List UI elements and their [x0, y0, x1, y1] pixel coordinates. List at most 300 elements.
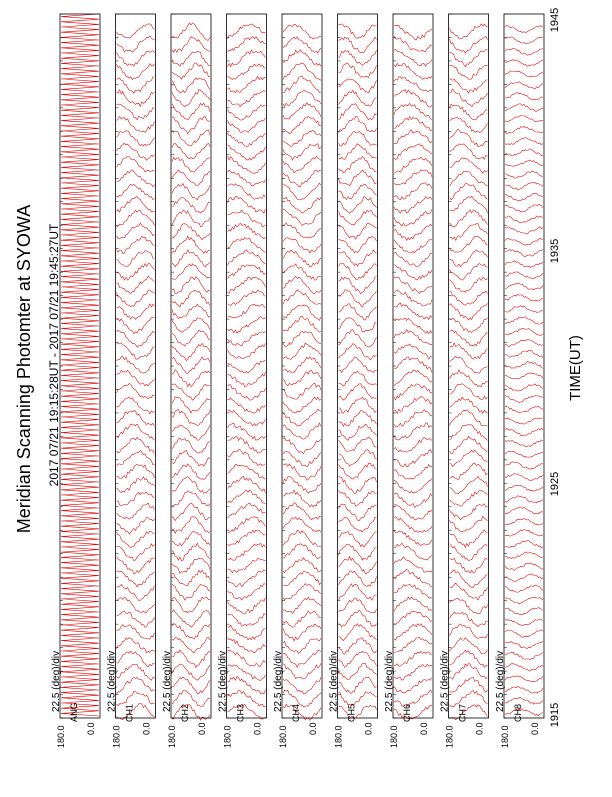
- ch7-trace: [450, 450, 488, 467]
- ch4-trace: [283, 464, 321, 481]
- ch7-trace: [450, 612, 488, 627]
- ch2-trace: [172, 464, 210, 480]
- ch4-trace: [283, 305, 321, 320]
- ch3-trace: [228, 343, 266, 358]
- ch6-trace: [394, 90, 432, 107]
- ch1-trace: [117, 691, 155, 706]
- ch2-trace: [172, 277, 210, 294]
- ch4-trace: [283, 170, 321, 187]
- ch7-trace: [450, 264, 488, 281]
- ch1-trace: [117, 104, 155, 120]
- ch3-trace: [228, 118, 266, 133]
- ch6-trace: [394, 303, 432, 319]
- ch3-trace: [228, 91, 266, 107]
- ch5-trace: [339, 50, 377, 65]
- ch3-trace: [228, 465, 266, 480]
- ch6-trace: [394, 504, 432, 520]
- ch1-ytick-top: 180.0: [111, 725, 122, 748]
- ch2-trace: [172, 650, 210, 667]
- ch4-frame: [282, 14, 322, 718]
- ch7-trace: [450, 158, 488, 173]
- ch4-trace: [283, 91, 321, 107]
- ch2-trace: [172, 343, 210, 360]
- ch8-trace: [505, 171, 543, 178]
- ch2-trace: [172, 543, 210, 560]
- ch3-trace: [228, 677, 266, 694]
- ch6-trace: [394, 384, 432, 400]
- ch3-trace: [228, 372, 266, 387]
- ch4-ytick-top: 180.0: [278, 725, 288, 748]
- ch7-trace: [450, 250, 488, 267]
- ch1-trace: [117, 370, 155, 386]
- ch1-trace: [117, 64, 155, 80]
- ch7-trace: [450, 117, 488, 132]
- ch1-trace: [117, 77, 155, 94]
- ch8-trace: [505, 664, 543, 671]
- ch3-trace: [228, 184, 266, 200]
- ch2-trace: [172, 664, 210, 680]
- ch7-trace: [450, 516, 488, 531]
- ch3-trace: [228, 570, 266, 587]
- ch3-trace: [228, 170, 266, 186]
- ch2-trace: [172, 410, 210, 426]
- ch8-trace: [505, 149, 543, 156]
- ch4-trace: [283, 624, 321, 641]
- ch8-trace: [505, 697, 543, 704]
- ang-trace: [61, 14, 99, 716]
- ch2-trace: [172, 450, 210, 466]
- ch3-trace: [228, 223, 266, 238]
- ch3-trace: [228, 559, 266, 573]
- ch3-trace: [228, 490, 266, 503]
- ch6-trace: [394, 329, 432, 344]
- ch1-trace: [117, 251, 155, 267]
- ch6-trace: [394, 239, 432, 253]
- ch6-trace: [394, 584, 432, 598]
- ch1-ytick-bottom: 0.0: [141, 722, 152, 735]
- ch6-trace: [394, 677, 432, 693]
- ch8-trace: [505, 496, 543, 503]
- ch2-trace: [172, 584, 210, 600]
- ch7-trace: [450, 598, 488, 614]
- ch3-trace: [228, 544, 266, 561]
- ch8-trace: [505, 552, 543, 559]
- ch1-trace: [117, 531, 155, 547]
- ch4-trace: [283, 638, 321, 654]
- ch1-trace: [117, 625, 155, 640]
- ch4-trace: [283, 544, 321, 559]
- ch3-scale-label: 22.5 (deg)/div: [217, 650, 229, 712]
- ch5-trace: [339, 624, 377, 641]
- ch4-trace: [283, 530, 321, 547]
- ch8-trace: [505, 205, 543, 212]
- ch3-trace: [228, 146, 266, 161]
- ch6-trace: [394, 370, 432, 386]
- ch6-trace: [394, 517, 432, 533]
- ch8-trace: [505, 238, 543, 245]
- ch5-trace: [339, 184, 377, 199]
- ch6-trace: [394, 410, 432, 428]
- ch8-trace: [505, 227, 543, 234]
- ch8-trace: [505, 193, 543, 201]
- ch3-ytick-bottom: 0.0: [252, 722, 263, 735]
- ch2-trace: [172, 318, 210, 333]
- ch7-trace: [450, 278, 488, 293]
- ch8-trace: [505, 137, 543, 145]
- ch8-trace: [505, 249, 543, 256]
- ch7-trace: [450, 184, 488, 200]
- ch7-trace: [450, 50, 488, 67]
- ch6-trace: [394, 318, 432, 334]
- ch3-trace: [228, 331, 266, 346]
- ch1-trace: [117, 330, 155, 347]
- ch2-trace: [172, 397, 210, 413]
- ch8-trace: [505, 619, 543, 626]
- ch7-trace: [450, 583, 488, 600]
- ang-ytick-bottom: 0.0: [86, 722, 96, 735]
- ch3-trace: [228, 423, 266, 440]
- ch8-trace: [505, 328, 543, 335]
- ch6-trace: [394, 157, 432, 173]
- ch6-trace: [394, 224, 432, 240]
- ch4-trace: [283, 409, 321, 426]
- ch4-trace: [283, 571, 321, 585]
- ch5-trace: [339, 210, 377, 225]
- ch7-scale-label: 22.5 (deg)/div: [439, 650, 451, 712]
- ch3-trace: [228, 704, 266, 719]
- ch4-trace: [283, 651, 321, 668]
- ch3-trace: [228, 691, 266, 708]
- ch6-trace: [394, 25, 432, 40]
- ch8-trace: [505, 641, 543, 648]
- ch7-trace: [450, 677, 488, 692]
- ch8-frame: [504, 14, 544, 718]
- ch1-trace: [117, 651, 155, 667]
- ch4-trace: [283, 50, 321, 67]
- ch1-name-label: CH1: [124, 703, 135, 722]
- ch4-trace: [283, 677, 321, 694]
- ch2-trace: [172, 157, 210, 172]
- ch3-trace: [228, 650, 266, 667]
- ch3-trace: [228, 277, 266, 293]
- ch4-trace: [283, 343, 321, 359]
- ch5-trace: [339, 677, 377, 693]
- ch1-trace: [117, 117, 155, 133]
- ch4-trace: [283, 331, 321, 346]
- ch8-trace: [505, 60, 543, 67]
- ch4-scale-label: 22.5 (deg)/div: [273, 650, 284, 712]
- ch6-ytick-bottom: 0.0: [419, 722, 429, 735]
- ch8-trace: [505, 485, 543, 491]
- ch4-trace: [283, 316, 321, 332]
- ch4-trace: [283, 24, 321, 39]
- ch5-ytick-top: 180.0: [333, 725, 344, 748]
- ch8-trace: [505, 529, 543, 536]
- ch6-trace: [394, 450, 432, 467]
- ch7-trace: [450, 370, 488, 387]
- ch2-trace: [172, 597, 210, 613]
- ch8-trace: [505, 507, 543, 514]
- ch1-trace: [117, 424, 155, 440]
- ch8-trace: [505, 676, 543, 682]
- ch6-trace: [394, 651, 432, 666]
- ch6-frame: [393, 14, 433, 718]
- ch5-trace: [339, 263, 377, 279]
- ch8-trace: [505, 540, 543, 548]
- ch6-trace: [394, 664, 432, 680]
- ch5-trace: [339, 463, 377, 479]
- ch8-trace: [505, 48, 543, 55]
- ch3-trace: [228, 584, 266, 601]
- ch2-ytick-bottom: 0.0: [197, 722, 207, 735]
- ch2-trace: [172, 170, 210, 186]
- ch3-trace: [228, 265, 266, 279]
- ch4-trace: [283, 476, 321, 493]
- ch6-name-label: CH6: [402, 703, 412, 722]
- ch4-trace: [283, 37, 321, 53]
- ch5-trace: [339, 37, 377, 53]
- ch2-trace: [172, 330, 210, 346]
- ch2-trace: [172, 63, 210, 79]
- ch4-trace: [283, 276, 321, 294]
- ch5-trace: [339, 638, 377, 655]
- ch7-trace: [450, 144, 488, 160]
- ch5-trace: [339, 144, 377, 160]
- ch6-trace: [394, 570, 432, 587]
- ch7-trace: [450, 463, 488, 479]
- panel-ch8: [495, 14, 544, 748]
- ch1-trace: [117, 24, 155, 38]
- ch5-trace: [339, 318, 377, 332]
- ch7-trace: [450, 410, 488, 426]
- ch8-trace: [505, 126, 543, 133]
- ch3-frame: [227, 14, 267, 718]
- ch5-trace: [339, 304, 377, 320]
- ch1-trace: [117, 236, 155, 253]
- ch4-trace: [283, 250, 321, 267]
- ch8-trace: [505, 317, 543, 324]
- ch2-trace: [172, 517, 210, 534]
- ch4-trace: [283, 558, 321, 573]
- ch5-trace: [339, 663, 377, 679]
- ch7-trace: [450, 210, 488, 227]
- ch6-trace: [394, 611, 432, 624]
- ch1-trace: [117, 276, 155, 294]
- ch5-trace: [339, 236, 377, 253]
- ch3-ytick-top: 180.0: [222, 725, 233, 748]
- ch3-name-label: CH3: [235, 703, 246, 722]
- ch6-trace: [394, 265, 432, 280]
- ch8-trace: [505, 630, 543, 638]
- ch2-trace: [172, 503, 210, 520]
- ch7-ytick-bottom: 0.0: [474, 722, 485, 735]
- ch8-trace: [505, 160, 543, 166]
- ch6-trace: [394, 597, 432, 611]
- ch5-trace: [339, 371, 377, 386]
- ch7-trace: [450, 36, 488, 53]
- ch8-trace: [505, 563, 543, 571]
- x-tick-label-1915: 1915: [549, 702, 561, 728]
- ch7-trace: [450, 664, 488, 680]
- ch5-trace: [339, 610, 377, 627]
- ch4-ytick-bottom: 0.0: [308, 722, 318, 735]
- ch6-trace: [394, 531, 432, 546]
- ch2-trace: [172, 37, 210, 53]
- ch8-trace: [505, 26, 543, 33]
- ch5-trace: [339, 584, 377, 600]
- ch6-trace: [394, 423, 432, 440]
- ch2-scale-label: 22.5 (deg)/div: [162, 650, 173, 712]
- ch6-trace: [394, 77, 432, 92]
- ch4-trace: [283, 210, 321, 226]
- ch4-trace: [283, 438, 321, 454]
- ch8-trace: [505, 395, 543, 402]
- panels-group: [51, 14, 544, 748]
- ch1-trace: [117, 597, 155, 613]
- ch1-trace: [117, 585, 155, 601]
- ch8-name-label: CH8: [513, 703, 523, 722]
- ch7-trace: [450, 570, 488, 588]
- ch6-trace: [394, 397, 432, 414]
- ch8-trace: [505, 709, 543, 716]
- ang-name-label: ANG: [69, 702, 79, 722]
- panel-ch3: [218, 14, 267, 748]
- ch3-trace: [228, 133, 266, 146]
- x-tick-label-1945: 1945: [549, 7, 561, 33]
- ch5-trace: [339, 437, 377, 451]
- ch1-trace: [117, 51, 155, 67]
- ch7-ytick-top: 180.0: [444, 725, 455, 748]
- ch4-trace: [283, 370, 321, 385]
- ch5-trace: [339, 651, 377, 667]
- ch2-frame: [171, 14, 211, 718]
- ch7-trace: [450, 530, 488, 548]
- panel-ch2: [162, 14, 211, 748]
- ang-scale-label: 22.5 (deg)/div: [51, 650, 62, 712]
- ch2-trace: [172, 677, 210, 694]
- ch5-trace: [339, 24, 377, 38]
- ch6-trace: [394, 49, 432, 66]
- ang-ytick-top: 180.0: [56, 725, 66, 748]
- ch6-trace: [394, 637, 432, 652]
- ch3-trace: [228, 304, 266, 318]
- ch6-trace: [394, 277, 432, 294]
- x-tick-label-1925: 1925: [549, 471, 561, 497]
- ch7-trace: [450, 330, 488, 346]
- ch6-trace: [394, 144, 432, 160]
- ch8-scale-label: 22.5 (deg)/div: [495, 650, 506, 712]
- ch2-trace: [172, 198, 210, 214]
- ch7-trace: [450, 424, 488, 440]
- ch2-trace: [172, 51, 210, 66]
- ch4-trace: [283, 517, 321, 532]
- ch8-trace: [505, 597, 543, 604]
- ch5-trace: [339, 330, 377, 347]
- ch5-trace: [339, 476, 377, 493]
- panel-ch7: [440, 14, 489, 748]
- ch7-trace: [450, 130, 488, 147]
- ch2-trace: [172, 210, 210, 226]
- ch2-trace: [172, 304, 210, 319]
- ch2-trace: [172, 357, 210, 374]
- ch5-trace: [339, 424, 377, 440]
- ch3-trace: [228, 64, 266, 80]
- ch1-trace: [117, 170, 155, 187]
- ch7-trace: [450, 104, 488, 120]
- ch6-trace: [394, 130, 432, 144]
- ch2-trace: [172, 531, 210, 546]
- ch8-trace: [505, 350, 543, 357]
- ch1-trace: [117, 638, 155, 653]
- ch6-trace: [394, 557, 432, 573]
- ch2-trace: [172, 23, 210, 40]
- ch8-ytick-top: 180.0: [500, 725, 510, 748]
- ch5-name-label: CH5: [346, 703, 357, 722]
- ch1-trace: [117, 318, 155, 334]
- ch4-trace: [283, 397, 321, 413]
- ch2-trace: [172, 637, 210, 653]
- ch4-trace: [283, 663, 321, 679]
- ch1-trace: [117, 384, 155, 399]
- ch8-ytick-bottom: 0.0: [530, 722, 540, 735]
- ch2-trace: [172, 558, 210, 573]
- ch4-trace: [283, 238, 321, 253]
- ch2-name-label: CH2: [180, 703, 190, 722]
- ch3-trace: [228, 50, 266, 67]
- ch1-trace: [117, 477, 155, 493]
- ch6-trace: [394, 116, 432, 130]
- ch1-scale-label: 22.5 (deg)/div: [106, 650, 118, 712]
- ch2-trace: [172, 236, 210, 253]
- chart-subtitle: 2017 07/21 19:15:28UT - 2017 07/21 19:45:27UT: [47, 223, 61, 487]
- ch4-trace: [283, 357, 321, 373]
- ch2-ytick-top: 180.0: [167, 725, 177, 748]
- ch8-trace: [505, 306, 543, 313]
- ch8-trace: [505, 283, 543, 290]
- ch7-trace: [450, 690, 488, 706]
- ch2-trace: [172, 570, 210, 585]
- ch5-trace: [339, 90, 377, 106]
- panel-ch5: [329, 14, 378, 748]
- ch3-trace: [228, 197, 266, 214]
- ch5-trace: [339, 79, 377, 93]
- ch6-trace: [394, 438, 432, 453]
- ch1-trace: [117, 223, 155, 238]
- ch5-ytick-bottom: 0.0: [363, 722, 374, 735]
- ch1-trace: [117, 156, 155, 171]
- ch6-trace: [394, 197, 432, 214]
- chart-title: Meridian Scanning Photomter at SYOWA: [14, 204, 34, 534]
- ch7-trace: [450, 437, 488, 454]
- ch7-trace: [450, 79, 488, 94]
- ch3-trace: [228, 638, 266, 653]
- x-tick-label-1935: 1935: [549, 238, 561, 264]
- ch8-trace: [505, 104, 543, 111]
- ch4-trace: [283, 597, 321, 613]
- ch7-trace: [450, 650, 488, 667]
- ch5-scale-label: 22.5 (deg)/div: [328, 650, 340, 712]
- ch1-trace: [117, 451, 155, 466]
- ch8-trace: [505, 574, 543, 582]
- ch3-trace: [228, 503, 266, 518]
- ch3-trace: [228, 24, 266, 39]
- ch8-trace: [505, 406, 543, 412]
- ch1-trace: [117, 210, 155, 227]
- ch8-trace: [505, 82, 543, 89]
- ch8-trace: [505, 71, 543, 77]
- ch1-trace: [117, 36, 155, 52]
- ch8-trace: [505, 418, 543, 424]
